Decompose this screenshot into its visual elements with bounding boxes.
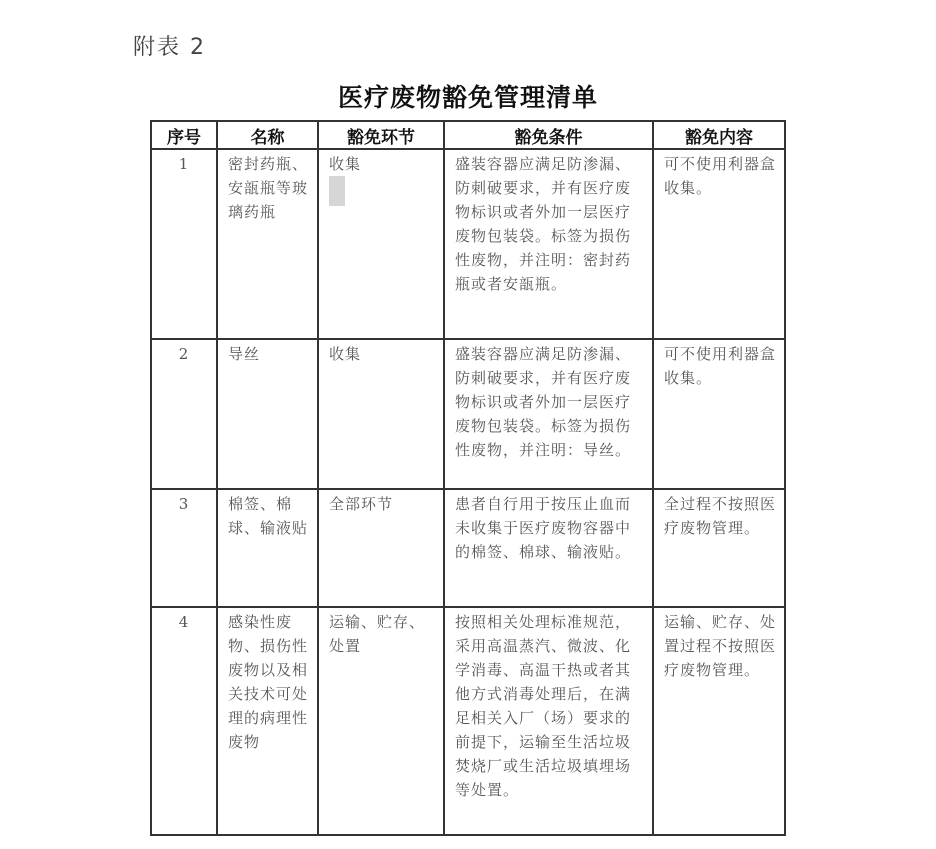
cell-stage: 全部环节 [318,489,444,607]
col-header-stage: 豁免环节 [318,121,444,149]
cell-condition: 按照相关处理标准规范，采用高温蒸汽、微波、化学消毒、高温干热或者其他方式消毒处理后，在满足相关入厂（场）要求的前提下，运输至生活垃圾焚烧厂或生活垃圾填埋场等处置。 [444,607,653,835]
cell-condition: 盛装容器应满足防渗漏、防刺破要求，并有医疗废物标识或者外加一层医疗废物包装袋。标签为损伤性废物，并注明：密封药瓶或者安瓿瓶。 [444,149,653,339]
cell-name: 导丝 [217,339,318,489]
cell-no: 2 [151,339,217,489]
cell-stage [318,149,444,339]
cell-stage-text: 收集 [329,155,362,173]
document-title: 医疗废物豁免管理清单 [337,83,598,112]
table-row [151,489,785,607]
col-header-name: 名称 [217,121,318,149]
cell-condition: 患者自行用于按压止血而未收集于医疗废物容器中的棉签、棉球、输液贴。 [444,489,653,607]
cell-stage: 运输、贮存、处置 [318,607,444,835]
appendix-label: 附表 2 [133,35,206,60]
cell-content: 运输、贮存、处置过程不按照医疗废物管理。 [653,607,785,835]
cell-name: 棉签、棉球、输液贴 [217,489,318,607]
cell-no: 3 [151,489,217,607]
table-row [151,149,785,339]
cell-content: 全过程不按照医疗废物管理。 [653,489,785,607]
table-header-row [151,121,785,149]
col-header-condition: 豁免条件 [444,121,653,149]
cell-name: 密封药瓶、安瓿瓶等玻璃药瓶 [217,149,318,339]
cell-name: 感染性废物、损伤性废物以及相关技术可处理的病理性废物 [217,607,318,835]
col-header-no: 序号 [151,121,217,149]
cell-content: 可不使用利器盒收集。 [653,149,785,339]
exemption-table [150,120,786,836]
cell-content: 可不使用利器盒收集。 [653,339,785,489]
cell-no: 4 [151,607,217,835]
table-row [151,607,785,835]
cell-stage: 收集 [318,339,444,489]
table-row [151,339,785,489]
cell-no: 1 [151,149,217,339]
scan-smudge [329,176,345,206]
cell-condition: 盛装容器应满足防渗漏、防刺破要求，并有医疗废物标识或者外加一层医疗废物包装袋。标签为损伤性废物，并注明：导丝。 [444,339,653,489]
col-header-content: 豁免内容 [653,121,785,149]
